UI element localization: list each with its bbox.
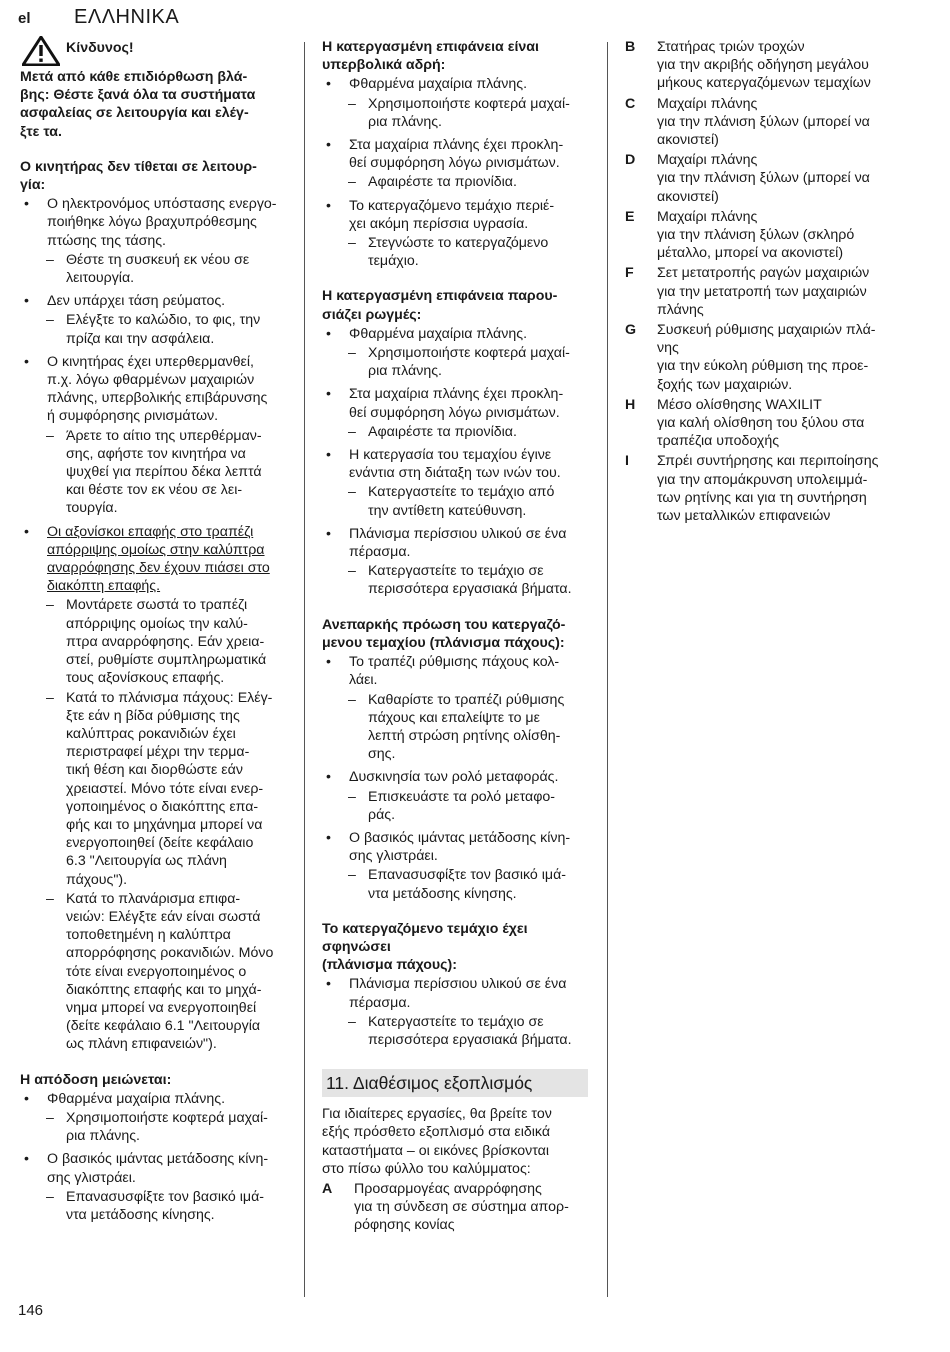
equipment-key: I <box>625 453 629 470</box>
text-line: περισσότερα εργασιακά βήματα. <box>368 1031 572 1048</box>
text-line: ρια πλάνης. <box>66 1128 140 1145</box>
list-item: • Φθαρμένα μαχαίρια πλάνης. – Χρησιμοποιήστε κοφτερά μαχαί- ρια πλάνης. <box>322 325 588 381</box>
text-line: Το κατεργαζόμενο τεμάχιο έχει <box>322 920 528 937</box>
sub-item: – Επισκευάστε τα ρολό μεταφο- ράς. <box>322 788 588 824</box>
text-line: τοποθετημένη η καλύπτρα <box>66 927 231 944</box>
sub-item: – Αφαιρέστε τα πριονίδια. <box>322 173 588 191</box>
text-line: για την μετατροπή των μαχαιριών <box>657 283 867 300</box>
column-3 <box>625 38 907 527</box>
text-line: Μαχαίρι πλάνης <box>657 95 758 112</box>
text-line: Πλάνισμα περίσσιου υλικού σε ένα <box>349 976 567 993</box>
text-line: σιάζει ρωγμές: <box>322 306 422 323</box>
sub-item: – Θέστε τη συσκευή εκ νέου σε λειτουργία. <box>20 251 288 287</box>
text-line: μέταλλο, μπορεί να ακονιστεί) <box>657 245 844 262</box>
equipment-item <box>625 396 907 451</box>
text-line: για καλή ολίσθηση του ξύλου στα <box>657 415 865 432</box>
chapter-title: 11. Διαθέσιμος εξοπλισμός <box>322 1069 588 1097</box>
text-line: για την πλάνιση ξύλων (μπορεί να <box>657 170 870 187</box>
text-line: Επανασυσφίξτε τον βασικό ιμά- <box>66 1188 265 1205</box>
text-line: τραπέζια υποδοχής <box>657 433 780 450</box>
text-line: διακόπτης επαφής και το μηχά- <box>66 981 262 998</box>
list-item: • Φθαρμένα μαχαίρια πλάνης. – Χρησιμοποιήστε κοφτερά μαχαί- ρια πλάνης. <box>322 75 588 131</box>
sub-item: – Κατεργαστείτε το τεμάχιο από την αντίθετη κατεύθυνση. <box>322 483 588 519</box>
text-line: Προσαρμογέας αναρρόφησης <box>354 1180 542 1197</box>
list-item: • Δεν υπάρχει τάση ρεύματος. – Ελέγξτε το καλώδιο, το φις, την πρίζα και την ασφάλεια. <box>20 292 288 348</box>
text-line: τους αξονίσκους επαφής. <box>66 670 225 687</box>
text-line: σης. <box>368 746 396 763</box>
text-line: απορρόφησης ροκανιδιών. Μόνο <box>66 945 274 962</box>
text-line: Ανεπαρκής πρόωση του κατεργαζό- <box>322 616 566 633</box>
text-line: Φθαρμένα μαχαίρια πλάνης. <box>47 1090 226 1107</box>
text-line: για την πλάνιση ξύλων (σκληρό <box>657 227 855 244</box>
equipment-key: E <box>625 208 635 225</box>
text-line: νειών: Ελέγξτε εάν είναι σωστά <box>66 908 261 925</box>
text-line: Επισκευάστε τα ρολό μεταφο- <box>368 788 556 805</box>
text-line: πέρασμα. <box>349 544 411 561</box>
text-line: ή συμφόρησης ρινισμάτων. <box>47 408 219 425</box>
text-line: στο πίσω φύλλο του καλύμματος: <box>322 1160 531 1177</box>
text-line: πτώσης της τάσης. <box>47 232 167 249</box>
warning-triangle-icon <box>22 36 60 66</box>
text-line: περιστραφεί μέχρι την τερμα- <box>66 744 250 761</box>
text-line: Χρησιμοποιήστε κοφτερά μαχαί- <box>66 1109 268 1126</box>
section-heading <box>20 1071 288 1089</box>
text-line: Πλάνισμα περίσσιου υλικού σε ένα <box>349 525 567 542</box>
text-line: Χρησιμοποιήστε κοφτερά μαχαί- <box>368 95 570 112</box>
equipment-key: C <box>625 95 636 112</box>
warning-box <box>20 36 288 68</box>
text-line: σης γλιστράει. <box>349 848 438 865</box>
sub-item: – Καθαρίστε το τραπέζι ρύθμισης πάχους και επαλείψτε το με λεπτή στρώση ρητίνης ολίσθη- σης. <box>322 691 588 764</box>
text-line: Άρετε το αίτιο της υπερθέρμαν- <box>66 427 262 444</box>
list-item: • Στα μαχαίρια πλάνης έχει προκλη- θεί συμφόρηση λόγω ρινισμάτων. – Αφαιρέστε τα πριονίδια. <box>322 136 588 192</box>
text-line: των ρητίνης και για τη συντήρηση <box>657 489 867 506</box>
text-line: θεί συμφόρηση λόγω ρινισμάτων. <box>349 404 560 421</box>
text-line: ακονιστεί) <box>657 132 719 149</box>
text-line: χει ακόμη περίσσια υγρασία. <box>349 215 529 232</box>
language-name: ΕΛΛΗΝΙΚΑ <box>74 6 180 28</box>
column-divider <box>304 42 305 1297</box>
text-line: Θέστε τη συσκευή εκ νέου σε <box>66 251 250 268</box>
list-item: • Ο κινητήρας έχει υπερθερμανθεί, π.χ. λόγω φθαρμένων μαχαιριών πλάνης, υπερβολικής επιβάρυνσης ή συμφόρησης ρινισμάτων. – Άρετε το αίτιο της υπερθέρμαν- σης, αφήστε τον κινητήρα να ψυχθεί για περίπου δέκα λεπτά και θέστε τον εκ νέου σε λει- τουργία. <box>20 353 288 518</box>
equipment-item <box>625 95 907 150</box>
text-line: τουργία. <box>66 500 118 517</box>
text-line: Το κατεργαζόμενο τεμάχιο περιέ- <box>349 197 555 214</box>
equipment-key: B <box>625 39 636 55</box>
text-line: ντα μετάδοσης κίνησης. <box>368 885 517 902</box>
text-line: Καθαρίστε το τραπέζι ρύθμισης <box>368 691 565 708</box>
page-number: 146 <box>18 1302 44 1319</box>
text-line: Ο κινητήρας δεν τίθεται σε λειτουρ- <box>20 158 257 175</box>
text-line: ψυχθεί για περίπου δέκα λεπτά <box>66 464 262 481</box>
list-item: • Ο βασικός ιμάντας μετάδοσης κίνη- σης γλιστράει. – Επανασυσφίξτε τον βασικό ιμά- ντα μετάδοσης κίνησης. <box>322 829 588 903</box>
text-line: διακόπτη επαφής. <box>47 578 161 595</box>
text-line: θεί συμφόρηση λόγω ρινισμάτων. <box>349 155 560 172</box>
text-line: ασφαλείας σε λειτουργία και ελέγ- <box>20 105 249 122</box>
text-line: Κατεργαστείτε το τεμάχιο σε <box>368 1013 544 1030</box>
column-2 <box>322 38 588 1237</box>
sub-item: – Χρησιμοποιήστε κοφτερά μαχαί- ρια πλάνης. <box>322 95 588 131</box>
list-item: • Η κατεργασία του τεμαχίου έγινε ενάντια στη διάταξη των ινών του. – Κατεργαστείτε το τεμάχιο από την αντίθετη κατεύθυνση. <box>322 446 588 520</box>
text-line: Το τραπέζι ρύθμισης πάχους κολ- <box>349 654 560 671</box>
text-line: περισσότερα εργασιακά βήματα. <box>368 581 572 598</box>
text-line: ρια πλάνης. <box>368 113 442 130</box>
text-line: ενάντια στη διάταξη των ινών του. <box>349 465 561 482</box>
sub-item: – Κατεργαστείτε το τεμάχιο σε περισσότερα εργασιακά βήματα. <box>322 562 588 598</box>
list-item: • Στα μαχαίρια πλάνης έχει προκλη- θεί συμφόρηση λόγω ρινισμάτων. – Αφαιρέστε τα πριονίδια. <box>322 385 588 441</box>
equipment-key: A <box>322 1180 333 1197</box>
text-line: καλύπτρας ροκανιδιών έχει <box>66 725 236 742</box>
text-line: Μέσο ολίσθησης WAXILIT <box>657 396 822 413</box>
sub-item: – Επανασυσφίξτε τον βασικό ιμά- ντα μετάδοσης κίνησης. <box>20 1188 288 1224</box>
text-line: πάχους και επαλείψτε το με <box>368 709 540 726</box>
text-line: λάει. <box>349 672 378 689</box>
text-line: Σπρέι συντήρησης και περιποίησης <box>657 453 879 470</box>
warning-text <box>20 68 288 141</box>
text-line: ξτε εάν η βίδα ρύθμισης της <box>66 707 240 724</box>
text-line: πρίζα και την ασφάλεια. <box>66 330 215 347</box>
text-line: Στα μαχαίρια πλάνης έχει προκλη- <box>349 386 564 403</box>
list-item: • Οι αξονίσκοι επαφής στο τραπέζι απόρριψης ομοίως στην καλύπτρα αναρρόφησης δεν έχουν πιάσει στο διακόπτη επαφής. – Μοντάρετε σωστά το τραπέζι απόρριψης ομοίως την καλύ- πτρα αναρρόφησης. Εάν χρεια- στεί, ρυθμίστε συμπληρωματικά τους αξονίσκους επαφής. – Κατά το πλάνισμα πάχους: Ελέγ- ξτε εάν η βίδα ρύθμισης της καλύπτρας ροκανιδιών έχει περιστραφεί μέχρι την τερμα- τική θέση και διορθώστε εάν χρειαστεί. Μόνο τότε είναι ενερ- γοποιημένος ο διακόπτης επα- φής και το μηχάνημα μπορεί να ενεργοποιηθεί (δείτε κεφάλαιο 6.3 "Λειτουργία ως πλάνη πάχους"). – Κατά το πλανάρισμα επιφα- νειών: Ελέγξτε εάν είναι σωστά τοποθετημένη η καλύπτρα απορρόφησης ροκανιδιών. Μόνο τότε είναι ενεργοποιημένος ο διακόπτης επαφής και το μηχά- νημα μπορεί να ενεργοποιηθεί (δείτε κεφάλαιο 6.1 "Λειτουργία ως πλάνη επιφανειών"). <box>20 523 288 1054</box>
list-item: • Φθαρμένα μαχαίρια πλάνης. – Χρησιμοποιήστε κοφτερά μαχαί- ρια πλάνης. <box>20 1090 288 1146</box>
text-line: καταστήματα – οι εικόνες βρίσκονται <box>322 1142 550 1159</box>
text-line: ντα μετάδοσης κίνησης. <box>66 1206 215 1223</box>
text-line: Σετ μετατροπής ραγών μαχαιριών <box>657 265 870 282</box>
text-line: Ο βασικός ιμάντας μετάδοσης κίνη- <box>349 829 571 846</box>
text-line: χρειαστεί. Μόνο τότε είναι ενερ- <box>66 780 264 797</box>
sub-item: – Κατά το πλανάρισμα επιφα- νειών: Ελέγξτε εάν είναι σωστά τοποθετημένη η καλύπτρα απορρόφησης ροκανιδιών. Μόνο τότε είναι ενεργοποιημένος ο διακόπτης επαφής και το μηχά- νημα μπορεί να ενεργοποιηθεί (δείτε κεφάλαιο 6.1 "Λειτουργία ως πλάνη επιφανειών"). <box>20 890 288 1054</box>
text-line: Φθαρμένα μαχαίρια πλάνης. <box>349 76 528 93</box>
text-line: λειτουργία. <box>66 270 135 287</box>
text-line: πάχους"). <box>66 871 128 888</box>
text-line: σφηνώσει <box>322 938 391 955</box>
text-line: Η κατεργασμένη επιφάνεια είναι <box>322 39 539 55</box>
text-line: πλάνης <box>657 301 704 318</box>
text-line: ενεργοποιηθεί (δείτε κεφάλαιο <box>66 835 254 852</box>
text-line: Κατεργαστείτε το τεμάχιο σε <box>368 563 544 580</box>
text-line: αναρρόφησης δεν έχουν πιάσει στο <box>47 560 270 577</box>
text-line: των μεταλλικών επιφανειών <box>657 508 831 525</box>
text-line: 6.3 "Λειτουργία ως πλάνη <box>66 853 227 870</box>
list-item: • Δυσκινησία των ρολό μεταφοράς. – Επισκευάστε τα ρολό μεταφο- ράς. <box>322 768 588 824</box>
text-line: και θέστε τον εκ νέου σε λει- <box>66 482 243 499</box>
text-line: σης, αφήστε τον κινητήρα να <box>66 445 246 462</box>
sub-item: – Στεγνώστε το κατεργαζόμενο τεμάχιο. <box>322 234 588 270</box>
text-line: απόρριψης ομοίως την καλύ- <box>66 615 248 632</box>
text-line: Ο βασικός ιμάντας μετάδοσης κίνη- <box>47 1151 269 1168</box>
text-line: τότε είναι ενεργοποιημένος ο <box>66 963 247 980</box>
list-item: • Πλάνισμα περίσσιου υλικού σε ένα πέρασμα. – Κατεργαστείτε το τεμάχιο σε περισσότερα εργασιακά βήματα. <box>322 975 588 1049</box>
text-line: φής και το μηχάνημα μπορεί να <box>66 816 263 833</box>
text-line: ρια πλάνης. <box>368 363 442 380</box>
text-line: π.χ. λόγω φθαρμένων μαχαιριών <box>47 372 255 389</box>
text-line: Κατά το πλανάρισμα επιφα- <box>66 890 241 907</box>
column-1 <box>20 36 288 1224</box>
text-line: Συσκευή ρύθμισης μαχαιριών πλά- <box>657 322 876 339</box>
equipment-key: G <box>625 322 637 339</box>
text-line: πλάνης, υπερβολικής επιβάρυνσης <box>47 390 268 407</box>
sub-item: – Μοντάρετε σωστά το τραπέζι απόρριψης ομοίως την καλύ- πτρα αναρρόφησης. Εάν χρεια- στεί, ρυθμίστε συμπληρωματικά τους αξονίσκους επαφής. <box>20 596 288 687</box>
text-line: Η κατεργασία του τεμαχίου έγινε <box>349 447 552 464</box>
equipment-item <box>625 264 907 319</box>
language-code: el <box>18 10 31 27</box>
column-divider <box>607 42 608 1297</box>
sub-item: – Χρησιμοποιήστε κοφτερά μαχαί- ρια πλάνης. <box>20 1109 288 1145</box>
section-heading <box>322 287 588 323</box>
text-line: για την απομάκρυνση υπολειμμά- <box>657 471 868 488</box>
text-line: λεπτή στρώση ρητίνης ολίσθη- <box>368 727 561 744</box>
text-line: εξής πρόσθετο εξοπλισμό στα ειδικά <box>322 1124 551 1141</box>
text-line: Στεγνώστε το κατεργαζόμενο <box>368 235 549 252</box>
text-line: ράς. <box>368 806 396 823</box>
text-line: πτρα αναρρόφησης. Εάν χρεια- <box>66 633 265 650</box>
text-line: ρόφησης κονίας <box>354 1217 455 1234</box>
equipment-item <box>625 452 907 525</box>
list-item: • Ο ηλεκτρονόμος υπόστασης ενεργο- ποιήθηκε λόγω βραχυπρόθεσμης πτώσης της τάσης. – Θέστε τη συσκευή εκ νέου σε λειτουργία. <box>20 195 288 287</box>
text-line: ξτε τα. <box>20 123 62 140</box>
text-line: ξοχής των μαχαιριών. <box>657 376 793 393</box>
text-line: Κατά το πλάνισμα πάχους: Ελέγ- <box>66 689 273 706</box>
equipment-key: D <box>625 152 636 169</box>
sub-item: – Κατεργαστείτε το τεμάχιο σε περισσότερα εργασιακά βήματα. <box>322 1013 588 1049</box>
text-line: ως πλάνη επιφανειών"). <box>66 1036 217 1053</box>
section-heading <box>322 616 588 652</box>
list-item: • Το τραπέζι ρύθμισης πάχους κολ- λάει. – Καθαρίστε το τραπέζι ρύθμισης πάχους και επαλείψτε το με λεπτή στρώση ρητίνης ολίσθη- σης. <box>322 653 588 763</box>
text-line: βης: Θέστε ξανά όλα τα συστήματα <box>20 87 256 104</box>
text-line: Ο ηλεκτρονόμος υπόστασης ενεργο- <box>47 196 277 213</box>
text-line: Η απόδοση μειώνεται: <box>20 1071 172 1088</box>
sub-item: – Αφαιρέστε τα πριονίδια. <box>322 423 588 441</box>
sub-item: – Χρησιμοποιήστε κοφτερά μαχαί- ρια πλάνης. <box>322 344 588 380</box>
text-line: Αφαιρέστε τα πριονίδια. <box>368 174 517 191</box>
text-line: Ο κινητήρας έχει υπερθερμανθεί, <box>47 353 254 370</box>
text-line: Μαχαίρι πλάνης <box>657 152 758 169</box>
sub-item: – Άρετε το αίτιο της υπερθέρμαν- σης, αφήστε τον κινητήρα να ψυχθεί για περίπου δέκα λεπτά και θέστε τον εκ νέου σε λει- τουργία. <box>20 427 288 518</box>
equipment-key: H <box>625 396 636 413</box>
text-line: Δυσκινησία των ρολό μεταφοράς. <box>349 769 559 786</box>
text-line: Για ιδιαίτερες εργασίες, θα βρείτε τον <box>322 1106 552 1123</box>
text-line: μήκους κατεργαζόμενων τεμαχίων <box>657 75 871 92</box>
text-line: Ελέγξτε το καλώδιο, το φις, την <box>66 312 261 329</box>
text-line: γία: <box>20 177 46 194</box>
text-line: για την πλάνιση ξύλων (μπορεί να <box>657 113 870 130</box>
text-line: Μαχαίρι πλάνης <box>657 208 758 225</box>
text-line: Η κατεργασμένη επιφάνεια παρου- <box>322 288 558 305</box>
text-line: στεί, ρυθμίστε συμπληρωματικά <box>66 652 267 669</box>
section-heading <box>322 920 588 975</box>
text-line: Στα μαχαίρια πλάνης έχει προκλη- <box>349 137 564 154</box>
text-line: για την εύκολη ρύθμιση της προε- <box>657 358 869 375</box>
text-line: για τη σύνδεση σε σύστημα απορ- <box>354 1199 569 1216</box>
warning-title: Κίνδυνος! <box>66 40 134 56</box>
section-heading <box>20 158 288 194</box>
text-line: μενου τεμαχίου (πλάνισμα πάχους): <box>322 634 565 651</box>
text-line: για την ακριβής οδήγηση μεγάλου <box>657 57 869 74</box>
text-line: απόρριψης ομοίως στην καλύπτρα <box>47 541 265 558</box>
equipment-item <box>625 208 907 263</box>
text-line: γοποιημένος ο διακόπτης επα- <box>66 798 259 815</box>
text-line: Αφαιρέστε τα πριονίδια. <box>368 423 517 440</box>
equipment-list <box>625 38 907 525</box>
text-line: την αντίθετη κατεύθυνση. <box>368 502 527 519</box>
text-line: Οι αξονίσκοι επαφής στο τραπέζι <box>47 523 254 540</box>
text-line: ακονιστεί) <box>657 188 719 205</box>
text-line: σης γλιστράει. <box>47 1169 136 1186</box>
equipment-item <box>625 38 907 93</box>
text-line: Μοντάρετε σωστά το τραπέζι <box>66 597 248 614</box>
text-line: (πλάνισμα πάχους): <box>322 957 457 974</box>
sub-item: – Κατά το πλάνισμα πάχους: Ελέγ- ξτε εάν η βίδα ρύθμισης της καλύπτρας ροκανιδιών έχει περιστραφεί μέχρι την τερμα- τική θέση και διορθώστε εάν χρειαστεί. Μόνο τότε είναι ενερ- γοποιημένος ο διακόπτης επα- φής και το μηχάνημα μπορεί να ενεργοποιηθεί (δείτε κεφάλαιο 6.3 "Λειτουργία ως πλάνη πάχους"). <box>20 689 288 889</box>
list-item: • Το κατεργαζόμενο τεμάχιο περιέ- χει ακόμη περίσσια υγρασία. – Στεγνώστε το κατεργαζόμενο τεμάχιο. <box>322 197 588 271</box>
text-line: (δείτε κεφάλαιο 6.1 "Λειτουργία <box>66 1018 261 1035</box>
text-line: Δεν υπάρχει τάση ρεύματος. <box>47 293 226 310</box>
text-line: Φθαρμένα μαχαίρια πλάνης. <box>349 325 528 342</box>
text-line: τική θέση και διορθώστε εάν <box>66 762 243 779</box>
text-line: Χρησιμοποιήστε κοφτερά μαχαί- <box>368 345 570 362</box>
text-line: Επανασυσφίξτε τον βασικό ιμά- <box>368 867 567 884</box>
text-line: ποιήθηκε λόγω βραχυπρόθεσμης <box>47 214 257 231</box>
text-line: νης <box>657 340 679 357</box>
list-item: • Ο βασικός ιμάντας μετάδοσης κίνη- σης γλιστράει. – Επανασυσφίξτε τον βασικό ιμά- ντα μετάδοσης κίνησης. <box>20 1150 288 1224</box>
sub-item: – Ελέγξτε το καλώδιο, το φις, την πρίζα και την ασφάλεια. <box>20 311 288 347</box>
sub-item: – Επανασυσφίξτε τον βασικό ιμά- ντα μετάδοσης κίνησης. <box>322 866 588 902</box>
equipment-key: F <box>625 265 634 282</box>
equipment-item <box>625 151 907 206</box>
text-line: Μετά από κάθε επιδιόρθωση βλά- <box>20 69 248 85</box>
equipment-item <box>625 321 907 394</box>
text-line: υπερβολικά αδρή: <box>322 57 446 74</box>
text-line: Στατήρας τριών τροχών <box>657 39 805 55</box>
section-heading <box>322 38 588 74</box>
equipment-item <box>322 1180 588 1235</box>
text-line: νημα μπορεί να ενεργοποιηθεί <box>66 999 257 1016</box>
text-line: Κατεργαστείτε το τεμάχιο από <box>368 484 555 501</box>
list-item: • Πλάνισμα περίσσιου υλικού σε ένα πέρασμα. – Κατεργαστείτε το τεμάχιο σε περισσότερα εργασιακά βήματα. <box>322 525 588 599</box>
intro-paragraph <box>322 1105 588 1178</box>
text-line: πέρασμα. <box>349 994 411 1011</box>
text-line: τεμάχιο. <box>368 253 419 270</box>
